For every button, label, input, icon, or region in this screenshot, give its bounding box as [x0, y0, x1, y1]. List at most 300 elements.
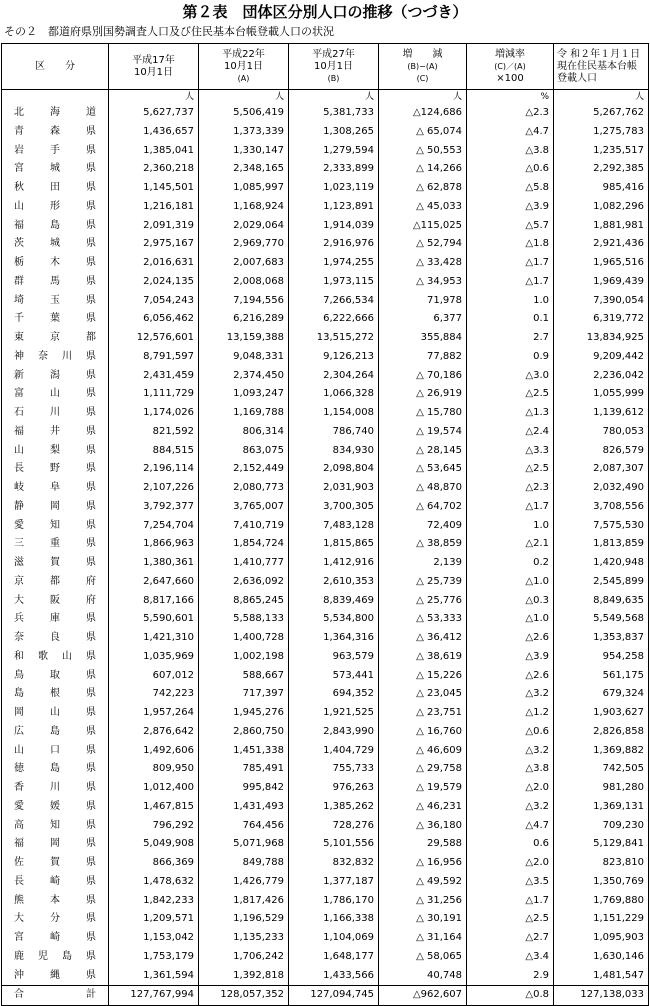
- cell-h27: 3,700,305: [289, 498, 379, 517]
- cell-diff: △ 36,180: [379, 817, 467, 836]
- cell-pref: 三重県: [2, 535, 109, 554]
- cell-r2: 6,319,772: [554, 310, 649, 329]
- cell-diff: △ 26,919: [379, 385, 467, 404]
- cell-r2: 5,129,841: [554, 835, 649, 854]
- cell-rate: △2.5: [467, 385, 554, 404]
- cell-pref: 山形県: [2, 198, 109, 217]
- cell-r2: 2,236,042: [554, 367, 649, 386]
- cell-h17: 1,174,026: [109, 404, 199, 423]
- cell-h27: 2,843,990: [289, 723, 379, 742]
- cell-h27: 1,279,594: [289, 142, 379, 161]
- cell-h22: 13,159,388: [199, 329, 289, 348]
- cell-diff: 29,588: [379, 835, 467, 854]
- cell-pref: 茨城県: [2, 235, 109, 254]
- cell-r2: 954,258: [554, 648, 649, 667]
- cell-h22: 5,506,419: [199, 104, 289, 123]
- cell-r2: 1,082,296: [554, 198, 649, 217]
- cell-diff: △ 46,609: [379, 742, 467, 761]
- unit-r2: 人: [554, 90, 649, 105]
- table-row: [2, 160, 649, 179]
- cell-rate: 1.0: [467, 292, 554, 311]
- page-subtitle: その２ 都道府県別国勢調査人口及び住民基本台帳登載人口の状況: [4, 25, 334, 38]
- cell-rate: △1.0: [467, 573, 554, 592]
- cell-r2: 1,095,903: [554, 929, 649, 948]
- table-row: [2, 104, 649, 123]
- cell-h27: 1,412,916: [289, 554, 379, 573]
- cell-rate: △1.7: [467, 254, 554, 273]
- cell-pref: 宮崎県: [2, 929, 109, 948]
- cell-r2: 2,292,385: [554, 160, 649, 179]
- cell-pref: 新潟県: [2, 367, 109, 386]
- cell-rate: △4.7: [467, 123, 554, 142]
- cell-pref: 山口県: [2, 742, 109, 761]
- cell-h17: 1,380,361: [109, 554, 199, 573]
- cell-h17: 1,436,657: [109, 123, 199, 142]
- cell-diff: △ 14,266: [379, 160, 467, 179]
- cell-h17: 1,035,969: [109, 648, 199, 667]
- cell-h17: 1,111,729: [109, 385, 199, 404]
- table-row: [2, 254, 649, 273]
- cell-h22: 2,969,770: [199, 235, 289, 254]
- header-h17: 平成17年 10月1日: [109, 44, 199, 90]
- cell-diff: △ 45,033: [379, 198, 467, 217]
- cell-h27: 5,101,556: [289, 835, 379, 854]
- cell-pref: 香川県: [2, 779, 109, 798]
- cell-h27: 1,973,115: [289, 273, 379, 292]
- cell-h22: 1,854,724: [199, 535, 289, 554]
- cell-h22: 1,451,338: [199, 742, 289, 761]
- table-row: [2, 554, 649, 573]
- table-row: [2, 423, 649, 442]
- cell-rate: △3.2: [467, 798, 554, 817]
- cell-r2: 1,151,229: [554, 910, 649, 929]
- cell-diff: △ 30,191: [379, 910, 467, 929]
- cell-diff: △ 52,794: [379, 235, 467, 254]
- cell-h22: 863,075: [199, 442, 289, 461]
- table-row: [2, 198, 649, 217]
- cell-diff: △ 25,776: [379, 592, 467, 611]
- table-row: [2, 948, 649, 967]
- cell-h27: 573,441: [289, 667, 379, 686]
- cell-r2: 1,369,882: [554, 742, 649, 761]
- cell-h22: 7,194,556: [199, 292, 289, 311]
- cell-h17: 1,866,963: [109, 535, 199, 554]
- cell-r2: 1,235,517: [554, 142, 649, 161]
- cell-h17: 1,216,181: [109, 198, 199, 217]
- cell-h17: 1,209,571: [109, 910, 199, 929]
- cell-pref: 鳥取県: [2, 667, 109, 686]
- cell-diff: △ 29,758: [379, 760, 467, 779]
- cell-h22: 1,817,426: [199, 892, 289, 911]
- table-row: [2, 517, 649, 536]
- table-row: [2, 292, 649, 311]
- cell-r2: 1,481,547: [554, 967, 649, 986]
- cell-r2: 1,965,516: [554, 254, 649, 273]
- cell-pref: 高知県: [2, 817, 109, 836]
- table-row: [2, 404, 649, 423]
- cell-r2: 1,630,146: [554, 948, 649, 967]
- cell-pref: 福井県: [2, 423, 109, 442]
- cell-h17: 866,369: [109, 854, 199, 873]
- cell-rate: △3.2: [467, 685, 554, 704]
- cell-h22: 1,169,788: [199, 404, 289, 423]
- cell-pref: 沖縄県: [2, 967, 109, 986]
- cell-h27: 1,166,338: [289, 910, 379, 929]
- cell-pref: 佐賀県: [2, 854, 109, 873]
- cell-h22: 995,842: [199, 779, 289, 798]
- cell-pref: 宮城県: [2, 160, 109, 179]
- cell-pref: 岡山県: [2, 704, 109, 723]
- cell-h17: 7,054,243: [109, 292, 199, 311]
- cell-h27: 1,404,729: [289, 742, 379, 761]
- cell-rate: △1.8: [467, 235, 554, 254]
- cell-diff: △ 33,428: [379, 254, 467, 273]
- cell-pref: 鹿児島県: [2, 948, 109, 967]
- cell-rate: △3.3: [467, 442, 554, 461]
- cell-h22: 785,491: [199, 760, 289, 779]
- cell-h27: 976,263: [289, 779, 379, 798]
- cell-h27: 9,126,213: [289, 348, 379, 367]
- cell-r2: 1,275,783: [554, 123, 649, 142]
- cell-h27: 127,094,745: [289, 986, 379, 1006]
- cell-h22: 2,080,773: [199, 479, 289, 498]
- cell-h22: 1,330,147: [199, 142, 289, 161]
- header-rate: 増減率 (C)／(A) ×100: [467, 44, 554, 90]
- cell-h27: 963,579: [289, 648, 379, 667]
- table-row: [2, 535, 649, 554]
- table-row: [2, 610, 649, 629]
- cell-h27: 1,377,187: [289, 873, 379, 892]
- cell-h17: 127,767,994: [109, 986, 199, 1006]
- cell-diff: △ 62,878: [379, 179, 467, 198]
- cell-r2: 826,579: [554, 442, 649, 461]
- cell-rate: △1.2: [467, 704, 554, 723]
- cell-pref: 石川県: [2, 404, 109, 423]
- table-row: [2, 442, 649, 461]
- table-row: [2, 779, 649, 798]
- cell-rate: △1.7: [467, 273, 554, 292]
- cell-rate: 0.1: [467, 310, 554, 329]
- cell-h22: 1,135,233: [199, 929, 289, 948]
- table-row: [2, 648, 649, 667]
- table-row: [2, 929, 649, 948]
- table-row: [2, 667, 649, 686]
- cell-rate: △1.7: [467, 498, 554, 517]
- table-row: [2, 685, 649, 704]
- cell-diff: △ 65,074: [379, 123, 467, 142]
- cell-rate: △5.7: [467, 217, 554, 236]
- header-h22: 平成22年 10月1日 (A): [199, 44, 289, 90]
- cell-pref: 千葉県: [2, 310, 109, 329]
- cell-rate: 0.2: [467, 554, 554, 573]
- cell-r2: 8,849,635: [554, 592, 649, 611]
- cell-h22: 9,048,331: [199, 348, 289, 367]
- cell-h17: 1,492,606: [109, 742, 199, 761]
- unit-h22: 人: [199, 90, 289, 105]
- cell-rate: △5.8: [467, 179, 554, 198]
- cell-h22: 849,788: [199, 854, 289, 873]
- cell-pref: 熊本県: [2, 892, 109, 911]
- cell-r2: 7,390,054: [554, 292, 649, 311]
- cell-pref: 秋田県: [2, 179, 109, 198]
- table-row: [2, 873, 649, 892]
- cell-r2: 1,353,837: [554, 629, 649, 648]
- table-row: [2, 573, 649, 592]
- table-row: [2, 479, 649, 498]
- cell-h27: 1,648,177: [289, 948, 379, 967]
- cell-h27: 8,839,469: [289, 592, 379, 611]
- cell-rate: △2.1: [467, 535, 554, 554]
- cell-pref: 神奈川県: [2, 348, 109, 367]
- cell-h27: 1,123,891: [289, 198, 379, 217]
- cell-h17: 1,361,594: [109, 967, 199, 986]
- cell-pref: 大分県: [2, 910, 109, 929]
- cell-h22: 2,029,064: [199, 217, 289, 236]
- cell-r2: 823,810: [554, 854, 649, 873]
- cell-r2: 742,505: [554, 760, 649, 779]
- cell-rate: 2.9: [467, 967, 554, 986]
- cell-diff: 355,884: [379, 329, 467, 348]
- table-row: [2, 310, 649, 329]
- cell-h22: 2,374,450: [199, 367, 289, 386]
- table-row: [2, 273, 649, 292]
- table-row: [2, 235, 649, 254]
- cell-h17: 5,590,601: [109, 610, 199, 629]
- cell-rate: △0.8: [467, 986, 554, 1006]
- cell-h17: 607,012: [109, 667, 199, 686]
- cell-h22: 1,168,924: [199, 198, 289, 217]
- cell-h22: 1,392,818: [199, 967, 289, 986]
- cell-h22: 1,410,777: [199, 554, 289, 573]
- cell-h22: 1,945,276: [199, 704, 289, 723]
- cell-diff: △ 23,751: [379, 704, 467, 723]
- cell-h17: 796,292: [109, 817, 199, 836]
- cell-diff: △ 36,412: [379, 629, 467, 648]
- unit-row: [2, 90, 649, 105]
- header-diff: 増 減 (B)−(A) (C): [379, 44, 467, 90]
- cell-h22: 1,196,529: [199, 910, 289, 929]
- cell-h27: 1,104,069: [289, 929, 379, 948]
- cell-pref: 徳島県: [2, 760, 109, 779]
- cell-h27: 1,154,008: [289, 404, 379, 423]
- cell-h22: 8,865,245: [199, 592, 289, 611]
- cell-diff: △ 49,592: [379, 873, 467, 892]
- cell-pref: 福岡県: [2, 835, 109, 854]
- cell-r2: 985,416: [554, 179, 649, 198]
- cell-h17: 2,876,642: [109, 723, 199, 742]
- cell-diff: 77,882: [379, 348, 467, 367]
- cell-h22: 6,216,289: [199, 310, 289, 329]
- cell-h22: 1,400,728: [199, 629, 289, 648]
- cell-r2: 5,267,762: [554, 104, 649, 123]
- cell-r2: 1,969,439: [554, 273, 649, 292]
- cell-r2: 1,420,948: [554, 554, 649, 573]
- cell-pref: 岩手県: [2, 142, 109, 161]
- cell-h17: 2,431,459: [109, 367, 199, 386]
- cell-h17: 1,467,815: [109, 798, 199, 817]
- cell-diff: △ 50,553: [379, 142, 467, 161]
- cell-r2: 1,369,131: [554, 798, 649, 817]
- cell-diff: 2,139: [379, 554, 467, 573]
- cell-pref: 愛媛県: [2, 798, 109, 817]
- cell-h22: 1,093,247: [199, 385, 289, 404]
- cell-diff: △ 48,870: [379, 479, 467, 498]
- cell-h22: 128,057,352: [199, 986, 289, 1006]
- cell-pref: 長野県: [2, 460, 109, 479]
- unit-h27: 人: [289, 90, 379, 105]
- cell-r2: 1,903,627: [554, 704, 649, 723]
- cell-pref: 大阪府: [2, 592, 109, 611]
- cell-diff: 72,409: [379, 517, 467, 536]
- cell-rate: △3.8: [467, 760, 554, 779]
- cell-diff: △ 64,702: [379, 498, 467, 517]
- cell-pref: 岐阜県: [2, 479, 109, 498]
- cell-r2: 3,708,556: [554, 498, 649, 517]
- cell-h17: 1,753,179: [109, 948, 199, 967]
- cell-h27: 1,385,262: [289, 798, 379, 817]
- table-row: [2, 367, 649, 386]
- cell-h17: 1,153,042: [109, 929, 199, 948]
- cell-h27: 2,610,353: [289, 573, 379, 592]
- table-row: [2, 760, 649, 779]
- cell-diff: △ 15,780: [379, 404, 467, 423]
- table-row: [2, 498, 649, 517]
- page-title: 第２表 団体区分別人口の推移（つづき）: [182, 3, 468, 21]
- cell-rate: △2.5: [467, 910, 554, 929]
- cell-h27: 2,031,903: [289, 479, 379, 498]
- header-h27: 平成27年 10月1日 (B): [289, 44, 379, 90]
- cell-rate: △2.3: [467, 104, 554, 123]
- cell-diff: △962,607: [379, 986, 467, 1006]
- cell-h22: 3,765,007: [199, 498, 289, 517]
- cell-h17: 1,478,632: [109, 873, 199, 892]
- cell-rate: △3.8: [467, 142, 554, 161]
- table-row: [2, 217, 649, 236]
- cell-h27: 1,364,316: [289, 629, 379, 648]
- cell-rate: 2.7: [467, 329, 554, 348]
- cell-h27: 832,832: [289, 854, 379, 873]
- cell-diff: △ 53,645: [379, 460, 467, 479]
- cell-diff: △ 34,953: [379, 273, 467, 292]
- cell-rate: △1.3: [467, 404, 554, 423]
- cell-diff: △ 25,739: [379, 573, 467, 592]
- cell-rate: △0.3: [467, 592, 554, 611]
- cell-h27: 834,930: [289, 442, 379, 461]
- table-row: [2, 348, 649, 367]
- table-row: [2, 892, 649, 911]
- cell-h17: 2,975,167: [109, 235, 199, 254]
- cell-r2: 1,881,981: [554, 217, 649, 236]
- cell-diff: △124,686: [379, 104, 467, 123]
- cell-r2: 5,549,568: [554, 610, 649, 629]
- header-pref: 区 分: [2, 44, 109, 90]
- cell-r2: 1,813,859: [554, 535, 649, 554]
- cell-diff: △ 53,333: [379, 610, 467, 629]
- cell-h27: 1,066,328: [289, 385, 379, 404]
- cell-pref: 群馬県: [2, 273, 109, 292]
- cell-rate: △2.6: [467, 629, 554, 648]
- cell-h27: 5,381,733: [289, 104, 379, 123]
- unit-h17: 人: [109, 90, 199, 105]
- cell-h17: 884,515: [109, 442, 199, 461]
- cell-pref: 青森県: [2, 123, 109, 142]
- header-r2: 令 和２年１月１日 現在住民基本台帳 登載人口: [554, 44, 649, 90]
- cell-rate: △2.5: [467, 460, 554, 479]
- cell-rate: △2.0: [467, 779, 554, 798]
- cell-h17: 1,421,310: [109, 629, 199, 648]
- cell-pref: 栃木県: [2, 254, 109, 273]
- cell-pref: 京都府: [2, 573, 109, 592]
- cell-h17: 12,576,601: [109, 329, 199, 348]
- cell-h22: 5,588,133: [199, 610, 289, 629]
- unit-rate: %: [467, 90, 554, 105]
- cell-r2: 1,350,769: [554, 873, 649, 892]
- cell-h27: 728,276: [289, 817, 379, 836]
- table-row: [2, 329, 649, 348]
- cell-rate: 1.0: [467, 517, 554, 536]
- cell-rate: △0.6: [467, 160, 554, 179]
- cell-pref: 長崎県: [2, 873, 109, 892]
- cell-rate: △2.3: [467, 479, 554, 498]
- cell-h27: 755,733: [289, 760, 379, 779]
- cell-r2: 2,921,436: [554, 235, 649, 254]
- cell-h22: 806,314: [199, 423, 289, 442]
- cell-rate: △2.6: [467, 667, 554, 686]
- cell-h27: 1,433,566: [289, 967, 379, 986]
- cell-h27: 7,266,534: [289, 292, 379, 311]
- cell-h27: 1,786,170: [289, 892, 379, 911]
- cell-h17: 2,016,631: [109, 254, 199, 273]
- cell-h27: 2,333,899: [289, 160, 379, 179]
- cell-h27: 2,304,264: [289, 367, 379, 386]
- cell-diff: △ 19,574: [379, 423, 467, 442]
- table-row: [2, 704, 649, 723]
- cell-h17: 2,196,114: [109, 460, 199, 479]
- cell-h17: 8,817,166: [109, 592, 199, 611]
- cell-diff: △115,025: [379, 217, 467, 236]
- table-row: [2, 142, 649, 161]
- cell-pref: 合計: [2, 986, 109, 1006]
- cell-rate: 0.6: [467, 835, 554, 854]
- table-row: [2, 385, 649, 404]
- cell-diff: △ 38,859: [379, 535, 467, 554]
- table-row: [2, 854, 649, 873]
- cell-h27: 786,740: [289, 423, 379, 442]
- cell-h17: 8,791,597: [109, 348, 199, 367]
- cell-h27: 1,815,865: [289, 535, 379, 554]
- cell-pref: 兵庫県: [2, 610, 109, 629]
- cell-h27: 1,974,255: [289, 254, 379, 273]
- cell-h17: 1,385,041: [109, 142, 199, 161]
- table-row: [2, 967, 649, 986]
- cell-rate: △3.4: [467, 948, 554, 967]
- cell-pref: 富山県: [2, 385, 109, 404]
- cell-h22: 588,667: [199, 667, 289, 686]
- cell-h22: 2,152,449: [199, 460, 289, 479]
- cell-r2: 780,053: [554, 423, 649, 442]
- cell-h27: 6,222,666: [289, 310, 379, 329]
- cell-h27: 5,534,800: [289, 610, 379, 629]
- cell-rate: △3.2: [467, 742, 554, 761]
- cell-diff: △ 38,619: [379, 648, 467, 667]
- table-row: [2, 835, 649, 854]
- cell-rate: △3.9: [467, 198, 554, 217]
- cell-pref: 広島県: [2, 723, 109, 742]
- cell-diff: △ 15,226: [379, 667, 467, 686]
- cell-h17: 821,592: [109, 423, 199, 442]
- cell-r2: 7,575,530: [554, 517, 649, 536]
- total-row: [2, 986, 649, 1006]
